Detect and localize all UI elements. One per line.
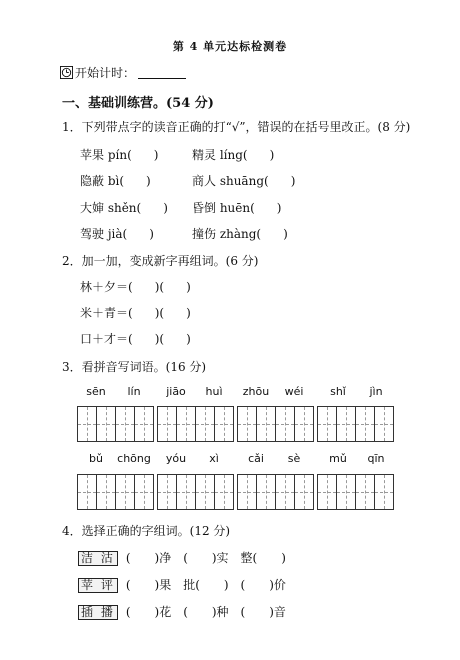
char-choice-box: 插 播 (78, 605, 118, 620)
q2-prompt: 2．加一加，变成新字再组词。(6 分) (62, 254, 259, 268)
pinyin: jiāo (166, 385, 186, 398)
timer-blank[interactable] (138, 66, 186, 79)
q1-item: 隐蔽 bì( ) (80, 174, 151, 188)
q1-item: 撞伤 zhàng( ) (192, 227, 288, 241)
timer-label: 开始计时： (75, 66, 136, 80)
q4-prompt: 4．选择正确的字组词。(12 分) (62, 524, 231, 538)
writing-grid[interactable] (237, 474, 314, 510)
q1-prompt: 1．下列带点字的读音正确的打“√”，错误的在括号里改正。(8 分) (62, 120, 411, 134)
q2-item: 口＋才＝( )( ) (80, 332, 191, 346)
q1-item: 苹果 pín( ) (80, 148, 159, 162)
q1-item: 昏倒 huēn( ) (192, 201, 282, 215)
pinyin: qīn (367, 452, 385, 465)
q1-item: 商人 shuāng( ) (192, 174, 296, 188)
clock-icon (60, 66, 73, 79)
writing-grid[interactable] (77, 474, 154, 510)
pinyin: huì (205, 385, 223, 398)
q4-row: 苹 评 ( )果 批( ) ( )价 (78, 576, 286, 593)
char-choice-box: 苹 评 (78, 578, 118, 593)
page-title: 第 4 单元达标检测卷 (172, 40, 288, 53)
writing-grid[interactable] (157, 406, 234, 442)
timer-row (60, 64, 186, 81)
q3-prompt: 3．看拼音写词语。(16 分) (62, 360, 207, 374)
q2-item: 林＋夕＝( )( ) (80, 280, 191, 294)
q1-item: 大婶 shěn( ) (80, 201, 168, 215)
writing-grid[interactable] (77, 406, 154, 442)
q1-item: 驾驶 jià( ) (80, 227, 154, 241)
writing-grid[interactable] (317, 474, 394, 510)
pinyin: zhōu (242, 385, 270, 398)
pinyin: cǎi (248, 452, 264, 465)
section-title: 一、基础训练营。(54 分) (62, 96, 214, 111)
pinyin: lín (127, 385, 141, 398)
char-choice-box: 洁 沽 (78, 551, 118, 566)
pinyin: xì (209, 452, 219, 465)
writing-grid[interactable] (157, 474, 234, 510)
q4-row: 插 播 ( )花 ( )种 ( )音 (78, 603, 286, 620)
pinyin: sè (287, 452, 301, 465)
pinyin: wéi (284, 385, 304, 398)
pinyin: chōng (117, 452, 151, 465)
pinyin: shǐ (330, 385, 346, 398)
pinyin: bǔ (89, 452, 103, 465)
pinyin: mǔ (329, 452, 347, 465)
pinyin: sēn (86, 385, 106, 398)
writing-grid[interactable] (237, 406, 314, 442)
q2-item: 米＋青＝( )( ) (80, 306, 191, 320)
writing-grid[interactable] (317, 406, 394, 442)
q1-item: 精灵 líng( ) (192, 148, 275, 162)
pinyin: jìn (369, 385, 383, 398)
pinyin: yóu (165, 452, 187, 465)
q4-row: 洁 沽 ( )净 ( )实 整( ) (78, 549, 286, 566)
